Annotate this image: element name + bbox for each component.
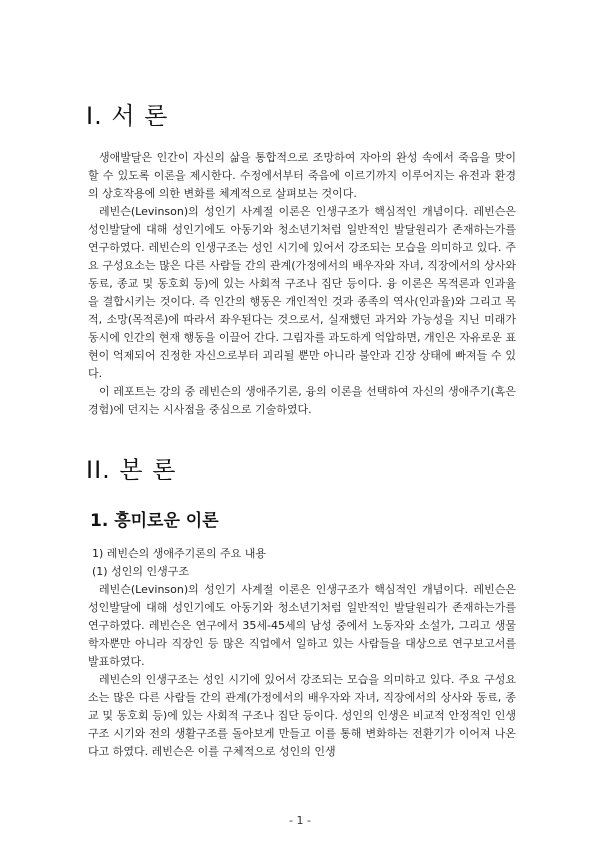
- section-heading-introduction: I. 서 론: [86, 102, 169, 130]
- paragraph: 레빈슨의 인생구조는 성인 시기에 있어서 강조되는 모습을 의미하고 있다. 주요 구성요소는 많은 다른 사람들 간의 관계(가정에서의 배우자와 자녀, 직장에서의 상사와 동료, 종교 및 동호회 등)에 있는 사회적 구조나 집단 등이다. 성인의 인생은 비교적 안정적인 인생구조 시기와 전의 생활구조를 돌아보게 만들고 이를 통해 변화하는 전환기가 이어져 나온다고 하였다. 레빈슨은 이를 구체적으로 성인의 인생: [88, 673, 516, 758]
- paragraph: 이 레포트는 강의 중 레빈슨의 생애주기론, 융의 이론을 선택하여 자신의 생애주기(혹은 경험)에 던지는 시사점을 중심으로 기술하였다.: [88, 385, 516, 416]
- introduction-body: [88, 149, 516, 419]
- section-heading-body: II. 본 론: [86, 456, 177, 484]
- list-item: 1) 레빈슨의 생애주기론의 주요 내용: [92, 547, 267, 560]
- page-number: - 1 -: [289, 814, 311, 827]
- body-text: [88, 581, 516, 761]
- subsection-items: [88, 545, 516, 581]
- paragraph: 레빈슨(Levinson)의 성인기 사계절 이론은 인생구조가 핵심적인 개념이다. 레빈슨은 성인발달에 대해 성인기에도 아동기와 청소년기처럼 일반적인 발달원리가 존재하는가를 연구하였다. 레빈슨은 연구에서 35세-45세의 남성 중에서 노동자와 소설가, 그리고 생물학자뿐만 아니라 직장인 등 많은 직업에서 일하고 있는 사람들을 대상으로 연구보고서를 발표하였다.: [88, 583, 516, 668]
- subsection-heading: 1. 흥미로운 이론: [90, 511, 219, 531]
- list-item: (1) 성인의 인생구조: [92, 565, 189, 578]
- paragraph: 레빈슨(Levinson)의 성인기 사계절 이론은 인생구조가 핵심적인 개념이다. 레빈슨은 성인발달에 대해 성인기에도 아동기와 청소년기처럼 일반적인 발달원리가 존재하는가를 연구하였다. 레빈슨의 인생구조는 성인 시기에 있어서 강조되는 모습을 의미하고 있다. 주요 구성요소는 많은 다른 사람들 간의 관계(가정에서의 배우자와 자녀, 직장에서의 상사와 동료, 종교 및 동호회 등)에 있는 사회적 구조나 집단 등이다. 융 이론은 목적론과 인과율을 결합시키는 것이다. 즉 인간의 행동은 개인적인 것과 종족의 역사(인과율)와 그리고 목적, 소망(목적론)에 따라서 좌우된다는 것으로서, 실재했던 과거와 가능성을 지닌 미래가 동시에 인간의 현재 행동을 이끌어 간다. 그림자를 과도하게 억압하면, 개인은 자유로운 표현이 억제되어 진정한 자신으로부터 괴리될 뿐만 아니라 불안과 긴장 상태에 빠져들 수 있다.: [88, 205, 516, 380]
- paragraph: 생애발달은 인간이 자신의 삶을 통합적으로 조망하여 자아의 완성 속에서 죽음을 맞이할 수 있도록 이론을 제시한다. 수정에서부터 죽음에 이르기까지 이루어지는 유전과 환경의 상호작용에 의한 변화를 체계적으로 살펴보는 것이다.: [88, 151, 516, 200]
